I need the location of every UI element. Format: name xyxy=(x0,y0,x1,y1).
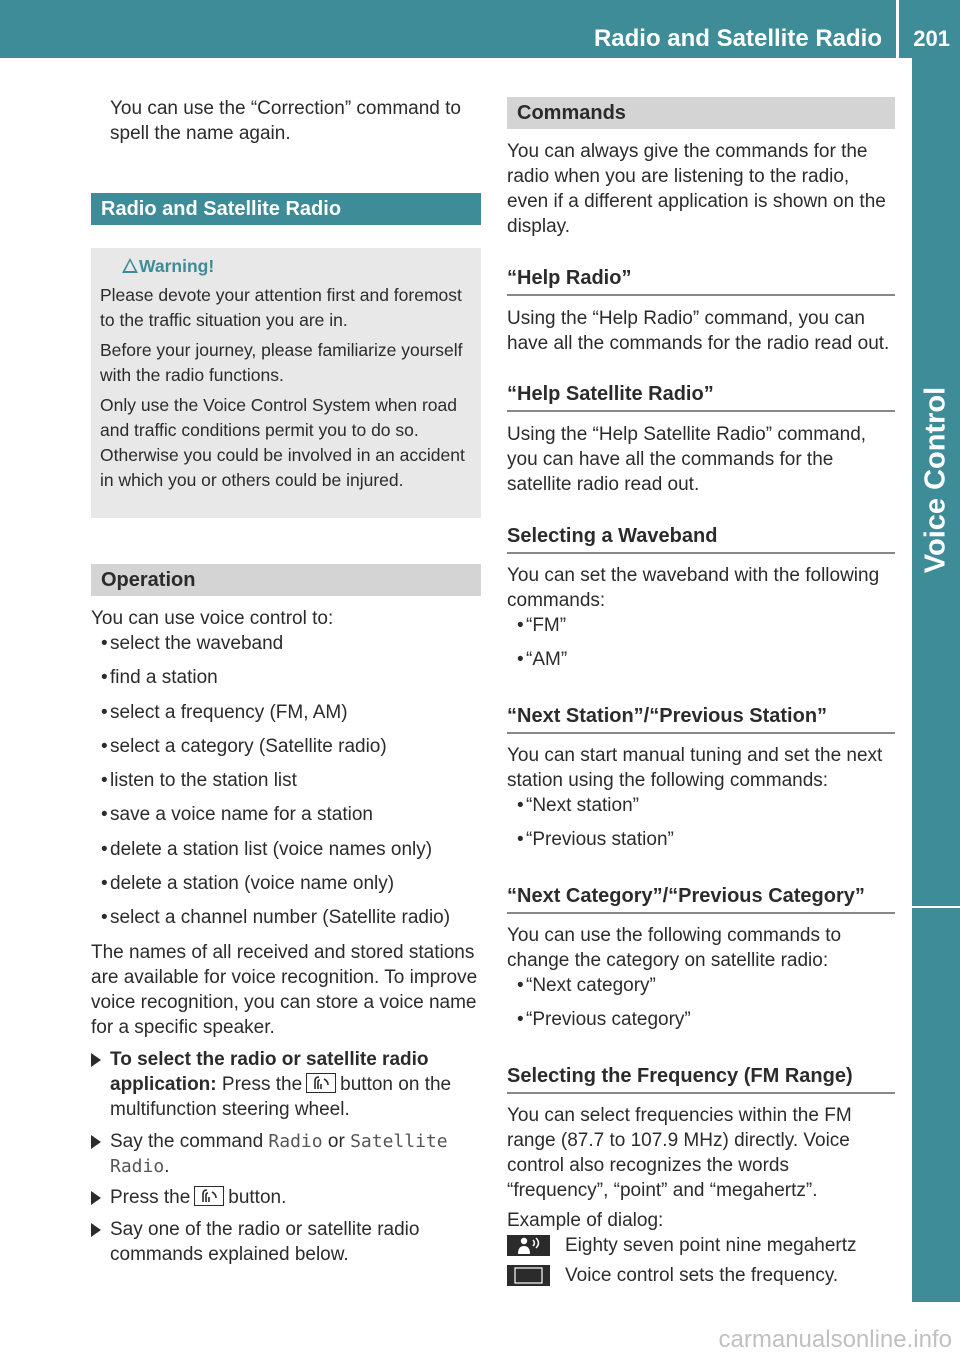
step-arrow-icon xyxy=(91,1053,101,1067)
step-text: Say the command xyxy=(110,1131,264,1152)
list-item: • “Previous category” xyxy=(507,1007,895,1032)
step-arrow-icon xyxy=(91,1191,101,1205)
list-item: • “Previous station” xyxy=(507,827,895,852)
operation-title: Operation xyxy=(91,564,481,596)
dialog-line-user xyxy=(507,1233,895,1258)
warning-box xyxy=(91,248,481,518)
header-divider xyxy=(896,0,899,58)
warning-paragraph: Before your journey, please familiarize yourself with the radio functions. xyxy=(100,340,463,385)
step-text: or xyxy=(327,1131,345,1152)
dialog-label: Example of dialog: xyxy=(507,1210,664,1231)
step-text: Say one of the radio or satellite radio commands explained below. xyxy=(110,1219,420,1265)
next-category-heading: “Next Category”/“Previous Category” xyxy=(507,882,895,914)
help-satellite-heading: “Help Satellite Radio” xyxy=(507,380,895,412)
names-text: The names of all received and stored stations are available for voice recognition. To improve voice recognition, you can store a voice name for a specific speaker. xyxy=(91,942,478,1038)
warning-paragraph: Only use the Voice Control System when road and traffic conditions permit you to do so. Otherwise you could be involved in an accident in which you or others could be injured. xyxy=(100,395,465,490)
help-radio-heading: “Help Radio” xyxy=(507,264,895,296)
help-satellite-text: Using the “Help Satellite Radio” command, you can have all the commands for the satellite radio read out. xyxy=(507,424,867,495)
help-radio-text: Using the “Help Radio” command, you can have all the commands for the radio read out. xyxy=(507,308,890,354)
step-text: button. xyxy=(228,1187,287,1208)
list-item: • find a station xyxy=(91,665,481,690)
frequency-heading: Selecting the Frequency (FM Range) xyxy=(507,1062,895,1094)
step-text: button on the multifunction steering wheel. xyxy=(110,1074,452,1120)
list-item: • “Next station” xyxy=(507,793,895,818)
waveband-text: You can set the waveband with the following commands: xyxy=(507,565,880,611)
dialog-text: Eighty seven point nine megahertz xyxy=(565,1235,857,1256)
step-text: . xyxy=(164,1156,170,1177)
section-title: Radio and Satellite Radio xyxy=(91,193,481,225)
step-text: Press the xyxy=(110,1187,191,1208)
list-item: • select a channel number (Satellite radio) xyxy=(91,905,481,930)
instruction-step xyxy=(91,1129,481,1179)
voice-button-icon xyxy=(194,1186,224,1206)
step-arrow-icon xyxy=(91,1135,101,1149)
list-item: • “AM” xyxy=(507,647,895,672)
next-station-heading: “Next Station”/“Previous Station” xyxy=(507,702,895,734)
voice-button-icon xyxy=(306,1073,336,1093)
voice-command: Radio xyxy=(268,1131,323,1152)
warning-title: Warning! xyxy=(139,256,215,276)
list-item: • delete a station list (voice names only) xyxy=(91,837,481,862)
warning-paragraph: Please devote your attention first and foremost to the traffic situation you are in. xyxy=(100,285,462,330)
warning-heading xyxy=(100,254,473,279)
page-number: 201 xyxy=(913,26,950,51)
side-tab-lower xyxy=(912,908,960,1302)
step-text: Press the xyxy=(221,1074,303,1095)
instruction-step xyxy=(91,1185,481,1210)
list-item: • “FM” xyxy=(507,613,895,638)
warning-triangle-icon xyxy=(122,258,138,273)
instruction-step xyxy=(91,1047,481,1122)
watermark: carmanualsonline.info xyxy=(718,1326,952,1353)
operation-intro: You can use voice control to: xyxy=(91,608,334,629)
commands-text: You can always give the commands for the radio when you are listening to the radio, even if a different application is shown on the display. xyxy=(507,141,886,237)
intro-text: You can use the “Correction” command to spell the name again. xyxy=(110,98,461,144)
dialog-text: Voice control sets the frequency. xyxy=(565,1265,839,1286)
list-item: • delete a station (voice name only) xyxy=(91,871,481,896)
step-arrow-icon xyxy=(91,1223,101,1237)
side-tab-label: Voice Control xyxy=(919,386,952,574)
list-item: • select the waveband xyxy=(91,631,481,656)
speaking-person-icon xyxy=(507,1235,550,1256)
list-item: • save a voice name for a station xyxy=(91,802,481,827)
list-item: • select a frequency (FM, AM) xyxy=(91,700,481,725)
next-station-text: You can start manual tuning and set the next station using the following commands: xyxy=(507,745,883,791)
list-item: • “Next category” xyxy=(507,973,895,998)
system-response-icon xyxy=(507,1265,550,1286)
step-heading: To select the radio or satellite radio application: xyxy=(110,1049,429,1095)
running-title: Radio and Satellite Radio xyxy=(593,25,882,52)
commands-title: Commands xyxy=(507,97,895,129)
voice-command: Satellite Radio xyxy=(110,1131,448,1177)
list-item: • select a category (Satellite radio) xyxy=(91,734,481,759)
list-item: • listen to the station list xyxy=(91,768,481,793)
frequency-text: You can select frequencies within the FM range (87.7 to 107.9 MHz) directly. Voice control also recognizes the words “frequency”, “point” and “megahertz”. xyxy=(507,1105,852,1201)
instruction-step xyxy=(91,1217,481,1267)
next-category-text: You can use the following commands to change the category on satellite radio: xyxy=(507,925,842,971)
waveband-heading: Selecting a Waveband xyxy=(507,522,895,554)
dialog-line-system xyxy=(507,1263,895,1288)
